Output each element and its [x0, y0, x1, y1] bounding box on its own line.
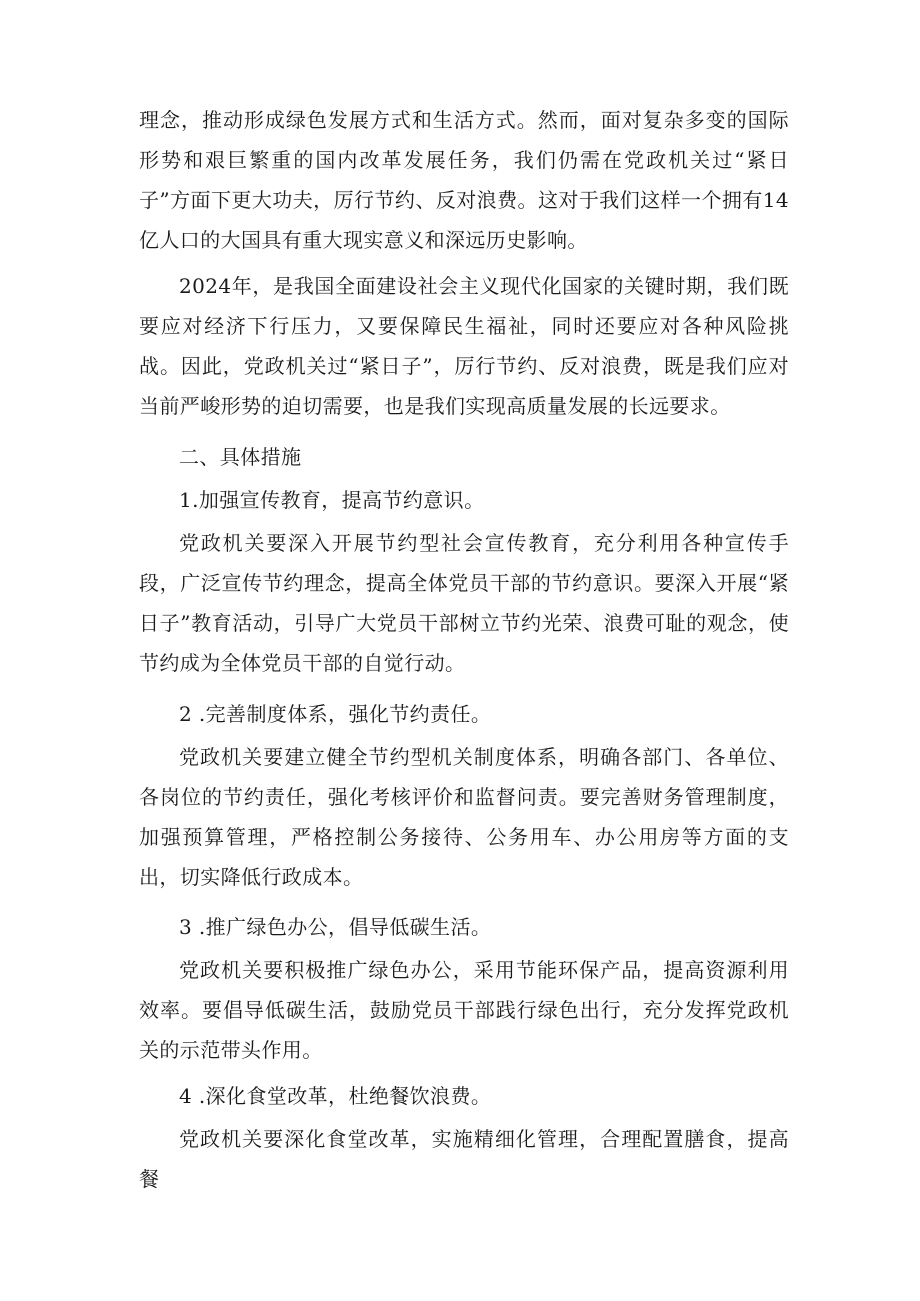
item-body-4: 党政机关要深化食堂改革，实施精细化管理，合理配置膳食，提高餐	[139, 1127, 789, 1191]
item-heading-4: 4 .深化食堂改革，杜绝餐饮浪费。	[179, 1084, 492, 1108]
section-heading: 二、具体措施	[179, 445, 302, 469]
item-heading-3: 3 .推广绿色办公，倡导低碳生活。	[179, 915, 492, 939]
item-body-3: 党政机关要积极推广绿色办公，采用节能环保产品，提高资源利用效率。要倡导低碳生活，鼓励党员干部践行绿色出行，充分发挥党政机关的示范带头作用。	[139, 958, 789, 1062]
item-heading-1: 1.加强宣传教育，提高节约意识。	[179, 488, 485, 512]
body-paragraph: 理念，推动形成绿色发展方式和生活方式。然而，面对复杂多变的国际形势和艰巨繁重的国内改革发展任务，我们仍需在党政机关过“紧日子”方面下更大功夫，厉行节约、反对浪费。这对于我们这样一个拥有14亿人口的大国具有重大现实意义和深远历史影响。	[139, 108, 789, 252]
item-body-1: 党政机关要深入开展节约型社会宣传教育，充分利用各种宣传手段，广泛宣传节约理念，提高全体党员干部的节约意识。要深入开展“紧日子”教育活动，引导广大党员干部树立节约光荣、浪费可耻的观念，使节约成为全体党员干部的自觉行动。	[139, 531, 789, 675]
item-heading-2: 2 .完善制度体系，强化节约责任。	[179, 702, 492, 726]
item-body-2: 党政机关要建立健全节约型机关制度体系，明确各部门、各单位、各岗位的节约责任，强化考核评价和监督问责。要完善财务管理制度，加强预算管理，严格控制公务接待、公务用车、办公用房等方面的支出，切实降低行政成本。	[139, 745, 789, 889]
body-paragraph: 2024年，是我国全面建设社会主义现代化国家的关键时期，我们既要应对经济下行压力，又要保障民生福祉，同时还要应对各种风险挑战。因此，党政机关过“紧日子”，厉行节约、反对浪费，既是我们应对当前严峻形势的迫切需要，也是我们实现高质量发展的长远要求。	[139, 274, 789, 418]
